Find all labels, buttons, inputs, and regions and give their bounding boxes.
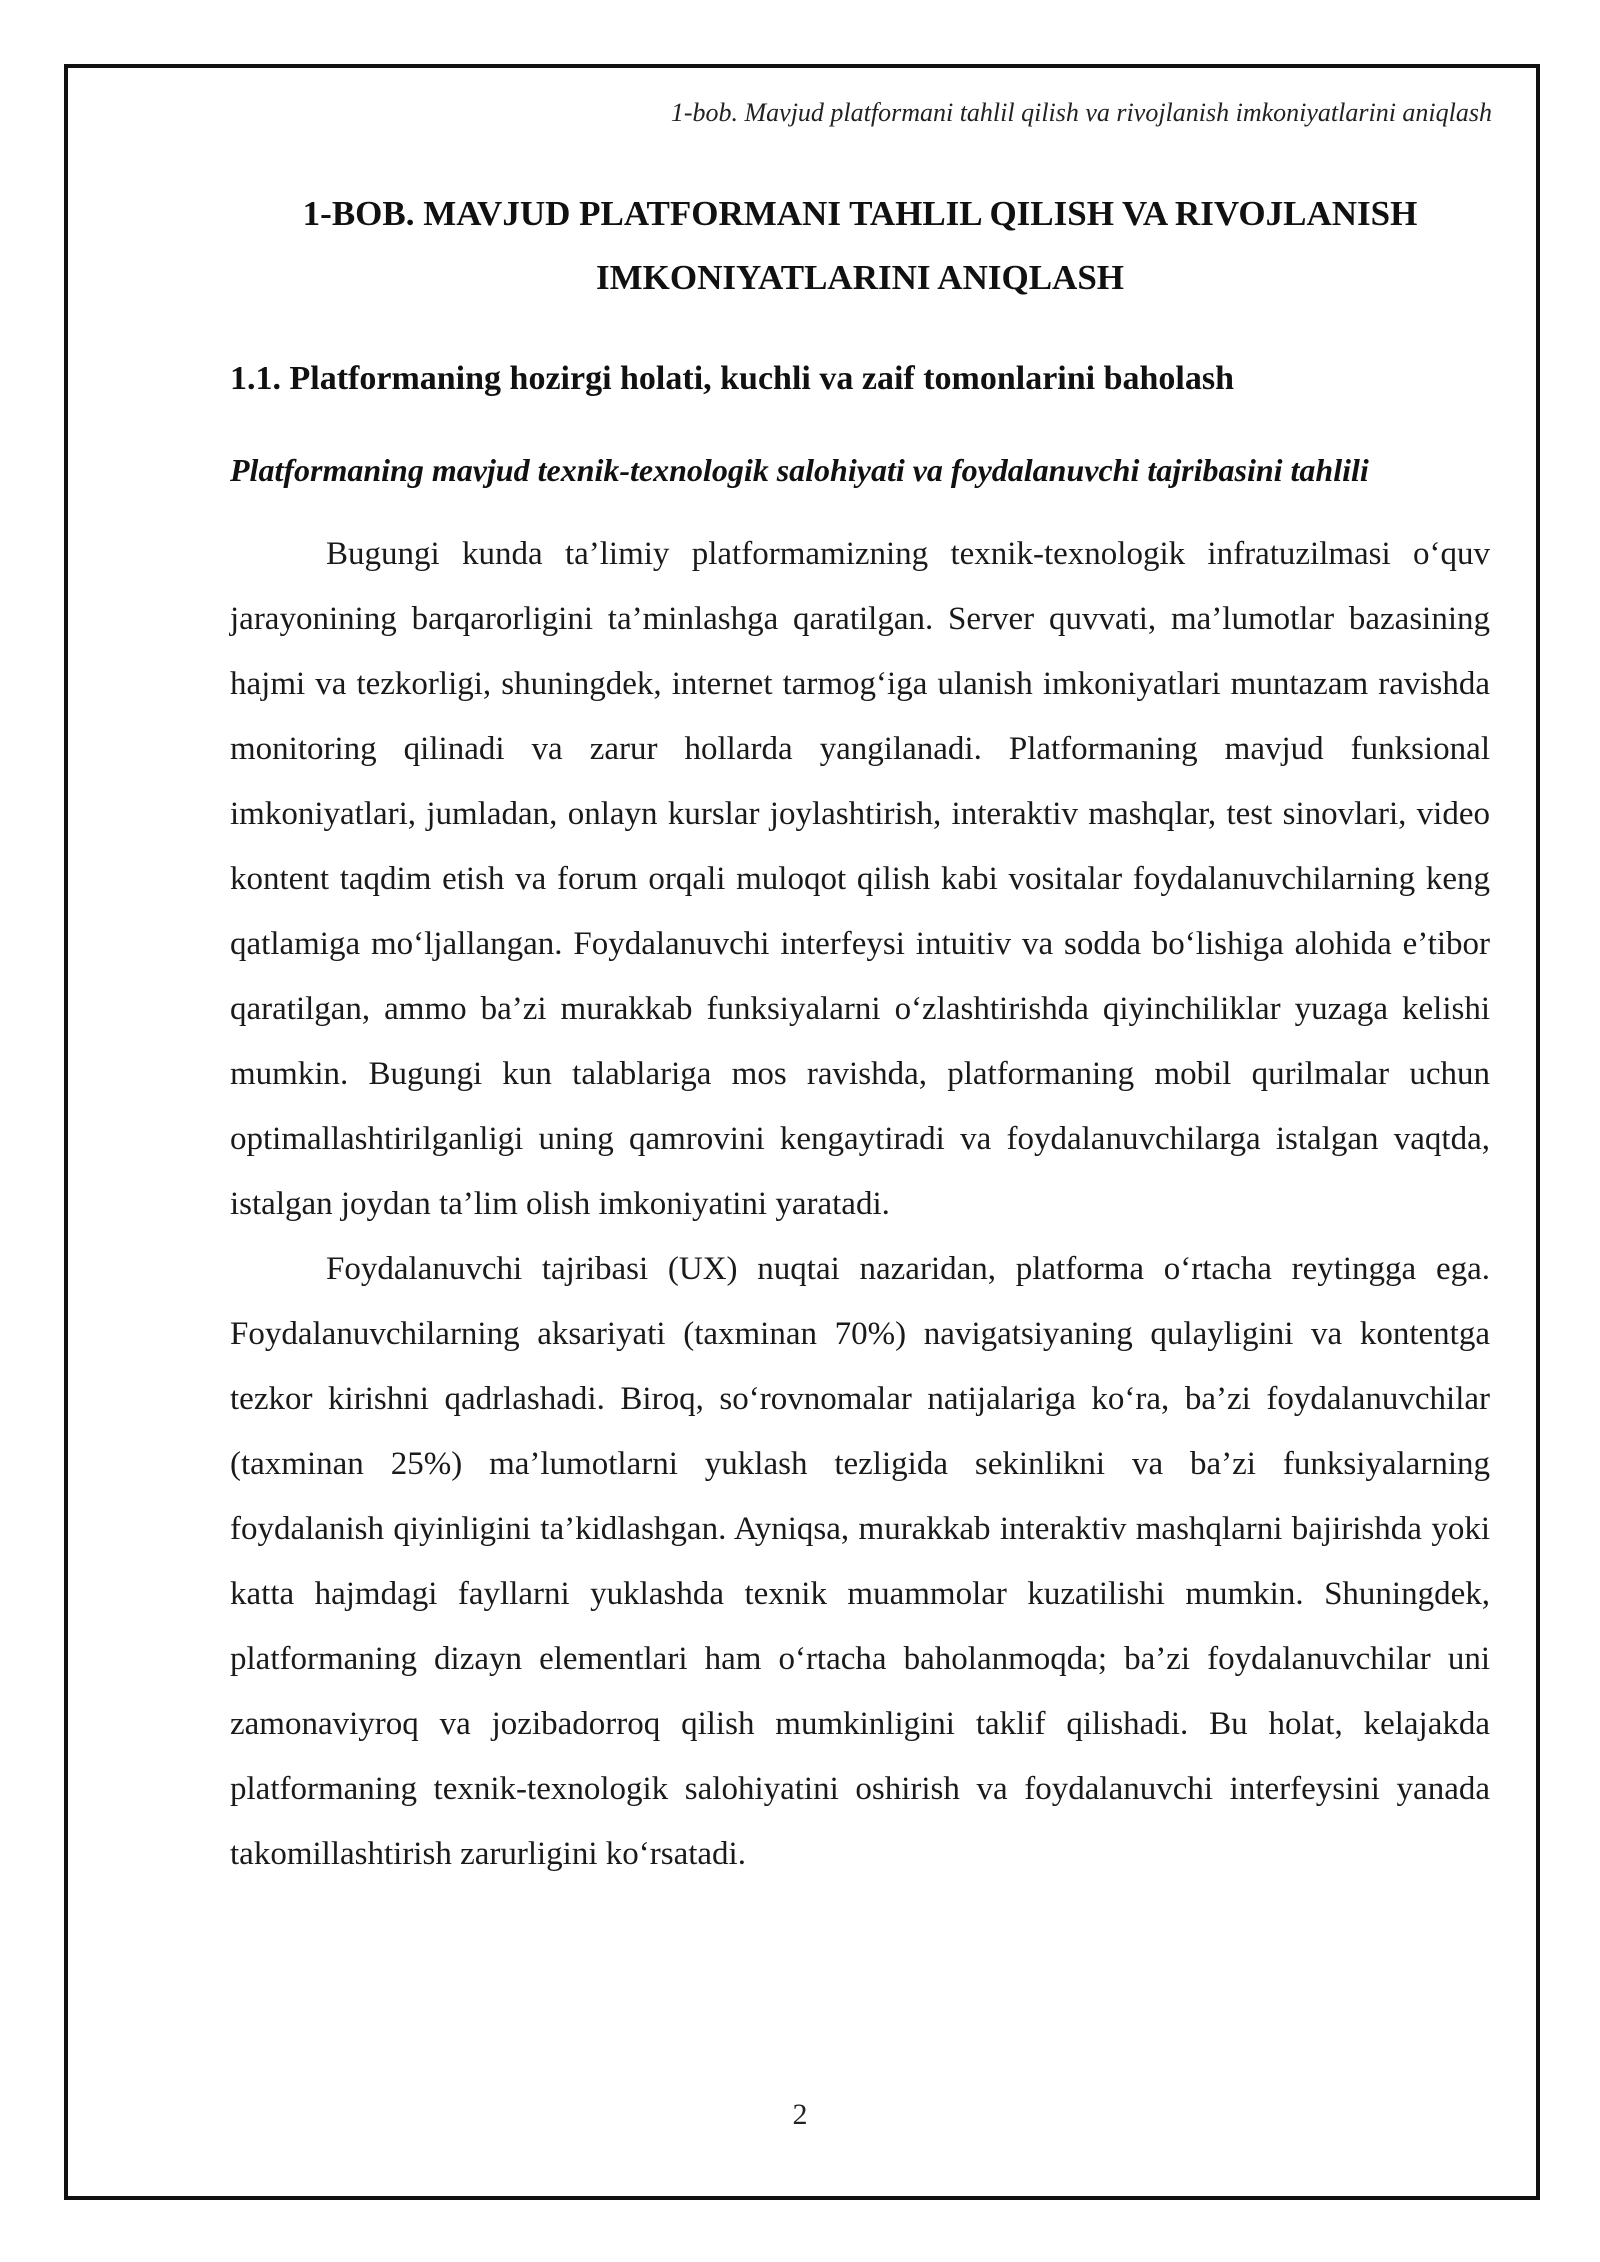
chapter-title-line-2: IMKONIYATLARINI ANIQLASH — [595, 258, 1125, 297]
chapter-title-line-1: 1-BOB. MAVJUD PLATFORMANI TAHLIL QILISH VA RIVOJLANISH — [302, 194, 1418, 233]
paragraph: Bugungi kunda ta’limiy platformamizning texnik-texnologik infratuzilmasi o‘quv jarayonining barqarorligini ta’minlashga qaratilgan. Server quvvati, ma’lumotlar bazasining hajmi va tezkorligi, shuningdek, internet tarmog‘iga ulanish imkoniyatlari muntazam ravishda monitoring qilinadi va zarur hollarda yangilanadi. Platformaning mavjud funksional imkoniyatlari, jumladan, onlayn kurslar joylashtirish, interaktiv mashqlar, test sinovlari, video kontent taqdim etish va forum orqali muloqot qilish kabi vositalar foydalanuvchilarning keng qatlamiga mo‘ljallangan. Foydalanuvchi interfeysi intuitiv va sodda bo‘lishiga alohida e’tibor qaratilgan, ammo ba’zi murakkab funksiyalarni o‘zlashtirishda qiyinchiliklar yuzaga kelishi mumkin. Bugungi kun talablariga mos ravishda, platformaning mobil qurilmalar uchun optimallashtirilganligi uning qamrovini kengaytiradi va foydalanuvchilarga istalgan vaqtda, istalgan joydan ta’lim olish imkoniyatini yaratadi. — [230, 536, 1490, 1222]
body-text — [230, 522, 1490, 1887]
section-title: 1.1. Platformaning hozirgi holati, kuchli va zaif tomonlarini baholash — [230, 360, 1235, 397]
running-header: 1-bob. Mavjud platformani tahlil qilish va rivojlanish imkoniyatlarini aniqlash — [670, 98, 1492, 127]
chapter-title — [230, 182, 1490, 310]
page-number: 2 — [792, 2098, 808, 2131]
subsection-title: Platformaning mavjud texnik-texnologik salohiyati va foydalanuvchi tajribasini tahlili — [230, 452, 1369, 488]
paragraph: Foydalanuvchi tajribasi (UX) nuqtai nazaridan, platforma o‘rtacha reytingga ega. Foydalanuvchilarning aksariyati (taxminan 70%) navigatsiyaning qulayligini va kontentga tezkor kirishni qadrlashadi. Biroq, so‘rovnomalar natijalariga ko‘ra, ba’zi foydalanuvchilar (taxminan 25%) ma’lumotlarni yuklash tezligida sekinlikni va ba’zi funksiyalarning foydalanish qiyinligini ta’kidlashgan. Ayniqsa, murakkab interaktiv mashqlarni bajirishda yoki katta hajmdagi fayllarni yuklashda texnik muammolar kuzatilishi mumkin. Shuningdek, platformaning dizayn elementlari ham o‘rtacha baholanmoqda; ba’zi foydalanuvchilar uni zamonaviyroq va jozibadorroq qilish mumkinligini taklif qilishadi. Bu holat, kelajakda platformaning texnik-texnologik salohiyatini oshirish va foydalanuvchi interfeysini yanada takomillashtirish zarurligini ko‘rsatadi. — [230, 1251, 1490, 1872]
